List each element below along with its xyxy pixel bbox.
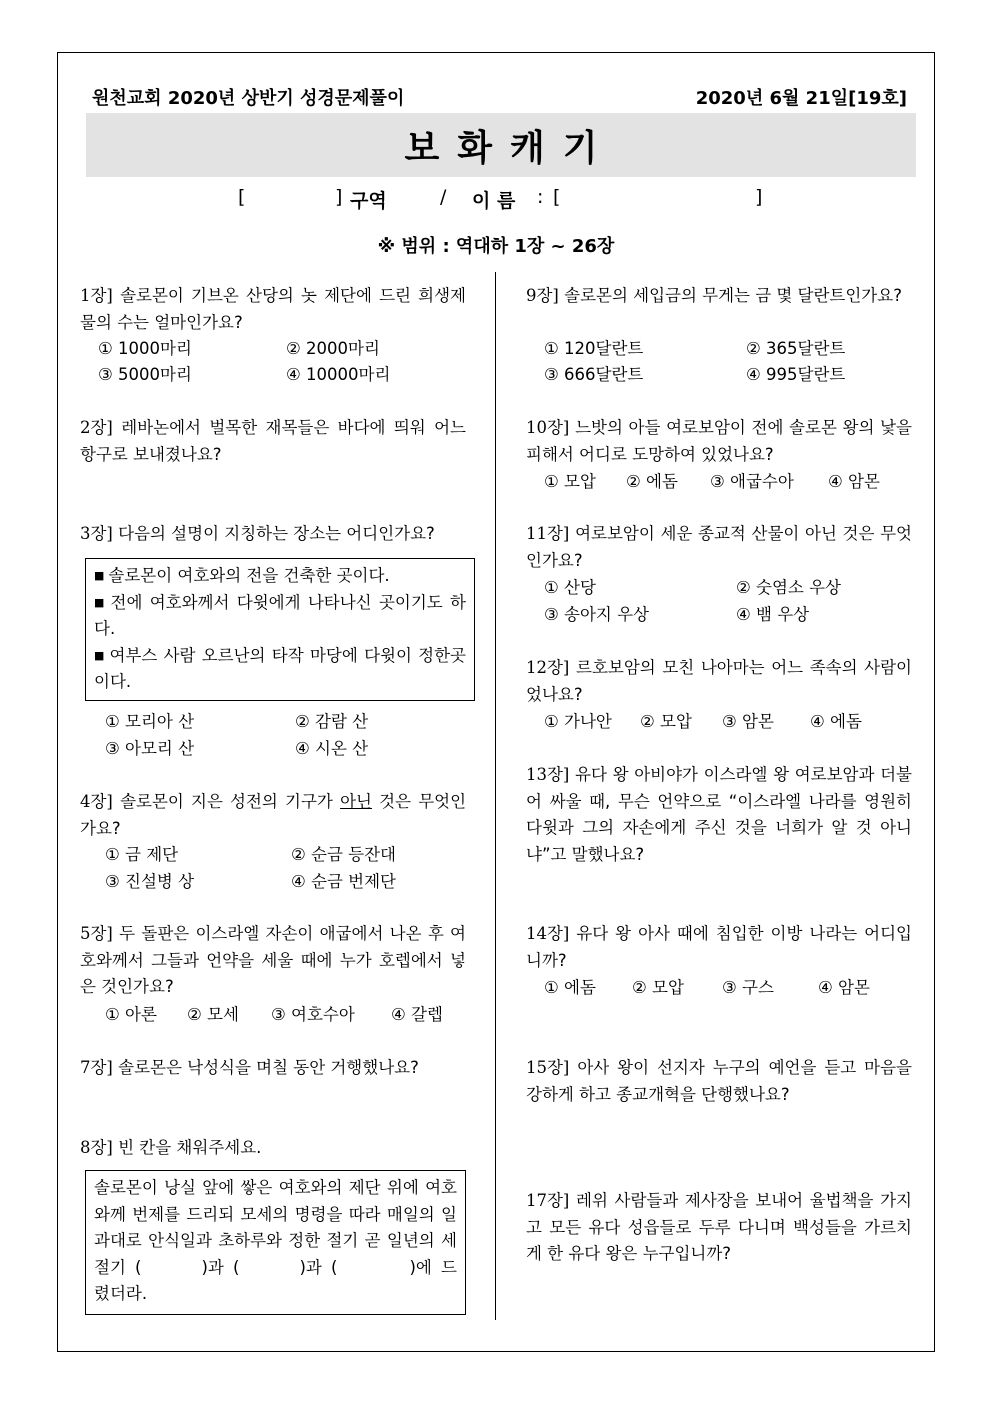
district-bracket-close: ] [335, 186, 343, 208]
question-5 [80, 921, 466, 1001]
option: ② 모압 [640, 712, 692, 731]
question-text: 유다 왕 아사 때에 침입한 이방 나라는 어디입니까? [526, 924, 912, 970]
option: ① 모압 [544, 472, 596, 491]
option: ④ 순금 번제단 [291, 872, 396, 891]
question-text: 르호보암의 모친 나아마는 어느 족속의 사람이었나요? [526, 658, 912, 704]
option: ③ 아모리 산 [105, 739, 195, 758]
district-label: 구역 [350, 190, 387, 212]
question-7 [80, 1055, 466, 1082]
question-text: 것은 무엇인가요? [80, 792, 467, 838]
option: ① 아론 [105, 1005, 157, 1024]
name-bracket-close: ] [755, 186, 763, 208]
option: ③ 5000마리 [98, 365, 192, 384]
title-band [86, 113, 916, 177]
option: ④ 에돔 [810, 712, 862, 731]
question-number: 15장] [526, 1058, 570, 1077]
question-text: 솔로몬의 세입금의 무게는 금 몇 달란트인가요? [564, 286, 902, 305]
option: ① 산당 [544, 578, 596, 597]
question-13 [526, 762, 912, 868]
question-9 [526, 283, 912, 310]
option: ③ 666달란트 [544, 365, 644, 384]
question-text: 느밧의 아들 여로보암이 전에 솔로몬 왕의 낯을 피해서 어디로 도망하여 있었나요? [526, 418, 912, 464]
option: ① 금 제단 [105, 845, 179, 864]
question-3-box [85, 558, 475, 701]
option: ③ 애굽수아 [710, 472, 794, 491]
question-12 [526, 655, 912, 708]
question-text: 다음의 설명이 지칭하는 장소는 어디인가요? [118, 524, 435, 543]
question-number: 11장] [526, 524, 570, 543]
question-number: 4장] [80, 792, 113, 811]
box-line: ■ 여부스 사람 오르난의 타작 마당에 다윗이 정한곳이다. [94, 643, 466, 696]
option: ④ 시온 산 [295, 739, 369, 758]
question-text: 여로보암이 세운 종교적 산물이 아닌 것은 무엇인가요? [526, 524, 912, 570]
option: ③ 구스 [722, 978, 774, 997]
question-text: 두 돌판은 이스라엘 자손이 애굽에서 나온 후 여호와께서 그들과 언약을 세울 때에 누가 호렙에서 넣은 것인가요? [80, 924, 467, 996]
question-10 [526, 415, 912, 468]
question-14 [526, 921, 912, 974]
option: ① 모리아 산 [105, 712, 195, 731]
option: ② 감람 산 [295, 712, 369, 731]
option: ② 모압 [632, 978, 684, 997]
option: ③ 여호수아 [271, 1005, 355, 1024]
question-11 [526, 521, 912, 574]
box-line: ■ 솔로몬이 여호와의 전을 건축한 곳이다. [94, 563, 466, 590]
box-text: 솔로몬이 낭실 앞에 쌓은 여호와의 제단 위에 여호와께 번제를 드리되 모세의 명령을 따라 매일의 일과대로 안식일과 초하루와 정한 절기 곧 일년의 세 절기 ( [94, 1178, 457, 1277]
question-2 [80, 415, 466, 468]
box-text: )과 ( [201, 1257, 240, 1277]
question-number: 13장] [526, 765, 570, 784]
name-colon: : [537, 186, 544, 208]
option: ④ 갈렙 [391, 1005, 443, 1024]
question-number: 7장] [80, 1058, 113, 1077]
box-text: )에 드렸더라. [94, 1257, 457, 1303]
question-number: 1장] [80, 286, 113, 305]
slash: / [440, 186, 447, 208]
option: ③ 진설병 상 [105, 872, 195, 891]
box-text: )과 ( [299, 1257, 338, 1277]
option: ④ 뱀 우상 [736, 605, 810, 624]
question-number: 17장] [526, 1191, 570, 1210]
question-number: 3장] [80, 524, 113, 543]
option: ② 에돔 [626, 472, 678, 491]
question-number: 5장] [80, 924, 113, 943]
question-number: 12장] [526, 658, 570, 677]
option: ④ 995달란트 [746, 365, 846, 384]
box-line: ■ 전에 여호와께서 다윗에게 나타나신 곳이기도 하다. [94, 590, 466, 643]
question-15 [526, 1055, 912, 1108]
option: ④ 암몬 [828, 472, 880, 491]
name-bracket-open: [ [553, 186, 561, 208]
question-8-box [85, 1170, 466, 1315]
option: ④ 암몬 [818, 978, 870, 997]
question-4 [80, 789, 466, 842]
option: ② 2000마리 [286, 339, 380, 358]
column-divider [495, 272, 496, 1320]
question-text: 레위 사람들과 제사장을 보내어 율법책을 가지고 모든 유다 성읍들로 두루 다니며 백성들을 가르치게 한 유다 왕은 누구입니까? [526, 1191, 912, 1263]
option: ④ 10000마리 [286, 365, 391, 384]
option: ② 모세 [187, 1005, 239, 1024]
question-text: 빈 칸을 채워주세요. [118, 1138, 262, 1157]
emphasis-not: 아닌 [340, 792, 372, 811]
option: ③ 암몬 [722, 712, 774, 731]
question-number: 8장] [80, 1138, 113, 1157]
option: ① 가나안 [544, 712, 612, 731]
question-number: 2장] [80, 418, 113, 437]
question-text: 아사 왕이 선지자 누구의 예언을 듣고 마음을 강하게 하고 종교개혁을 단행했나요? [526, 1058, 913, 1104]
question-17 [526, 1188, 912, 1268]
question-number: 14장] [526, 924, 570, 943]
question-number: 10장] [526, 418, 570, 437]
question-text: 솔로몬이 지은 성전의 기구가 [120, 792, 341, 811]
question-number: 9장] [526, 286, 559, 305]
option: ② 365달란트 [746, 339, 846, 358]
question-text: 솔로몬이 기브온 산당의 놋 제단에 드린 희생제물의 수는 얼마인가요? [80, 286, 466, 332]
scripture-range: ※ 범위 : 역대하 1장 ~ 26장 [377, 236, 615, 257]
question-3 [80, 521, 466, 548]
issue-date: 2020년 6월 21일[19호] [695, 88, 907, 109]
option: ① 에돔 [544, 978, 596, 997]
name-label: 이 름 [472, 190, 516, 212]
church-header: 원천교회 2020년 상반기 성경문제풀이 [92, 88, 405, 109]
question-text: 유다 왕 아비야가 이스라엘 왕 여로보암과 더불어 싸울 때, 무슨 언약으로 “이스라엘 나라를 영원히 다윗과 그의 자손에게 주신 것을 너희가 알 것 아니냐”고 말했나요? [526, 765, 912, 864]
question-8 [80, 1135, 466, 1162]
question-text: 레바논에서 벌목한 재목들은 바다에 띄워 어느 항구로 보내졌나요? [80, 418, 466, 464]
name-line [0, 186, 992, 216]
option: ③ 송아지 우상 [544, 605, 649, 624]
page-title: 보화캐기 [404, 127, 616, 169]
question-text: 솔로몬은 낙성식을 며칠 동안 거행했나요? [118, 1058, 419, 1077]
option: ① 1000마리 [98, 339, 192, 358]
district-bracket-open: [ [238, 186, 246, 208]
option: ① 120달란트 [544, 339, 644, 358]
question-1 [80, 283, 466, 336]
option: ② 숫염소 우상 [736, 578, 841, 597]
option: ② 순금 등잔대 [291, 845, 396, 864]
